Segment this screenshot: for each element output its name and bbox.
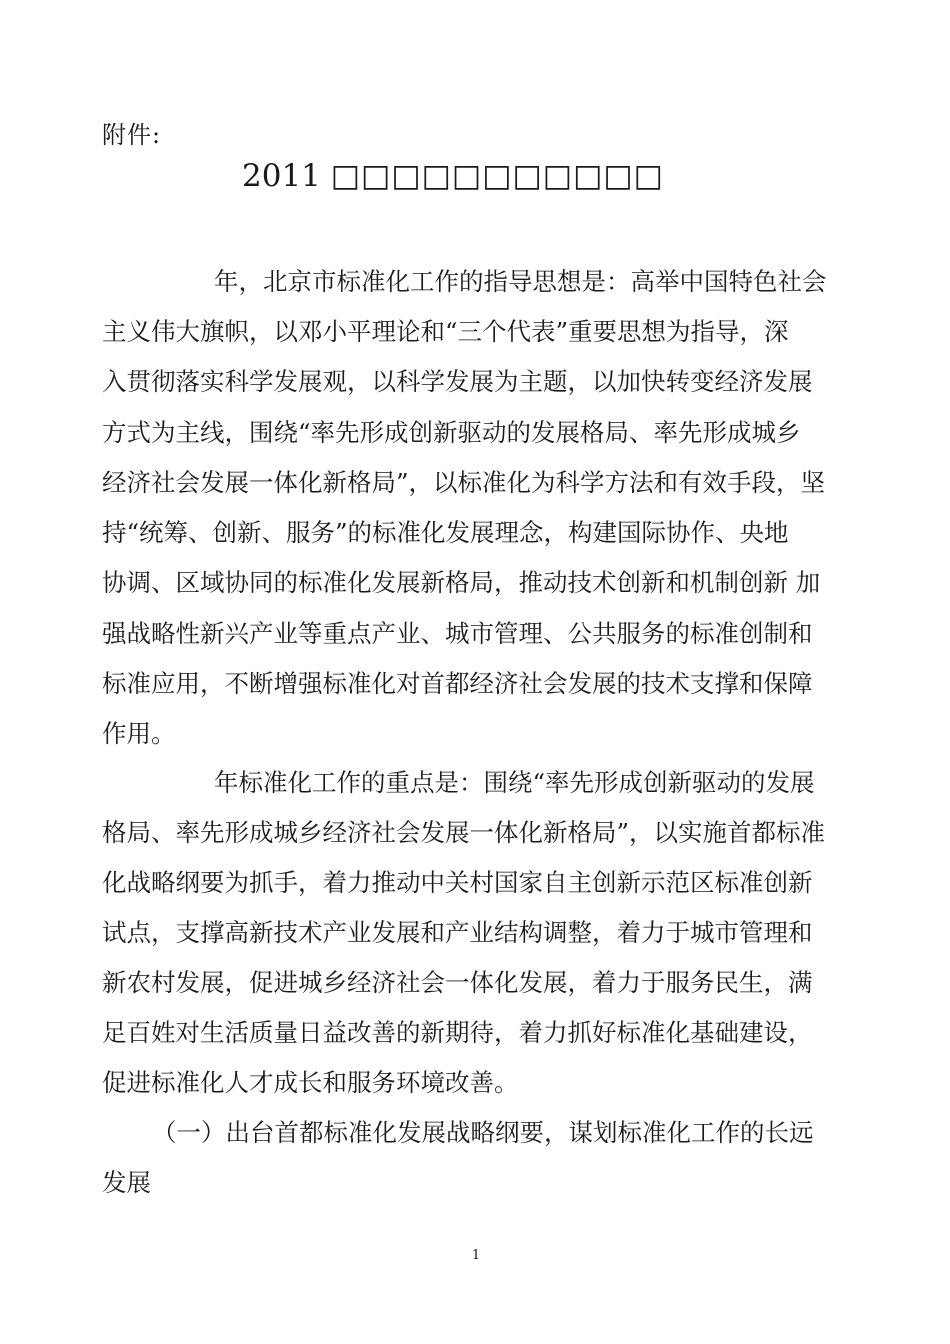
paragraph-2-line: 试点，支撑高新技术产业发展和产业结构调整，着力于城市管理和 — [102, 918, 813, 947]
paragraph-2-line: 促进标准化人才成长和服务环境改善。 — [102, 1068, 519, 1097]
paragraph-1-line: 持“统筹、创新、服务”的标准化发展理念，构建国际协作、央地 — [102, 518, 789, 547]
title-year: 2011 — [242, 158, 321, 194]
paragraph-2-line: 化战略纲要为抓手，着力推动中关村国家自主创新示范区标准创新 — [102, 868, 813, 897]
paragraph-1-line: 协调、区域协同的标准化发展新格局，推动技术创新和机制创新 加 — [102, 568, 821, 597]
section-heading-line: 发展 — [102, 1168, 151, 1197]
paragraph-1-line: 作用。 — [102, 719, 176, 748]
document-title — [242, 156, 664, 196]
paragraph-2-line: 年标准化工作的重点是：围绕“率先形成创新驱动的发展 — [214, 768, 815, 797]
attachment-label: 附件: — [102, 121, 162, 149]
paragraph-1-line: 年，北京市标准化工作的指导思想是：高举中国特色社会 — [214, 267, 827, 296]
paragraph-2-line: 格局、率先形成城乡经济社会发展一体化新格局”，以实施首都标准 — [102, 818, 826, 847]
paragraph-1-line: 标准应用，不断增强标准化对首都经济社会发展的技术支撑和保障 — [102, 669, 813, 698]
page-number: 1 — [471, 1248, 481, 1263]
paragraph-1-line: 强战略性新兴产业等重点产业、城市管理、公共服务的标准创制和 — [102, 619, 813, 648]
paragraph-1-line: 方式为主线，围绕“率先形成创新驱动的发展格局、率先形成城乡 — [102, 418, 801, 447]
paragraph-1-line: 入贯彻落实科学发展观，以科学发展为主题，以加快转变经济发展 — [102, 367, 813, 396]
title-placeholder-glyphs: □□□□□□□□□□□ — [330, 158, 664, 194]
paragraph-1-line: 主义伟大旗帜，以邓小平理论和“三个代表”重要思想为指导，深 — [102, 317, 789, 346]
paragraph-2-line: 足百姓对生活质量日益改善的新期待，着力抓好标准化基础建设， — [102, 1018, 813, 1047]
paragraph-2-line: 新农村发展，促进城乡经济社会一体化发展，着力于服务民生，满 — [102, 968, 813, 997]
paragraph-1-line: 经济社会发展一体化新格局”，以标准化为科学方法和有效手段，坚 — [102, 468, 826, 497]
section-heading-line: （一）出台首都标准化发展战略纲要，谋划标准化工作的长远 — [152, 1118, 814, 1147]
